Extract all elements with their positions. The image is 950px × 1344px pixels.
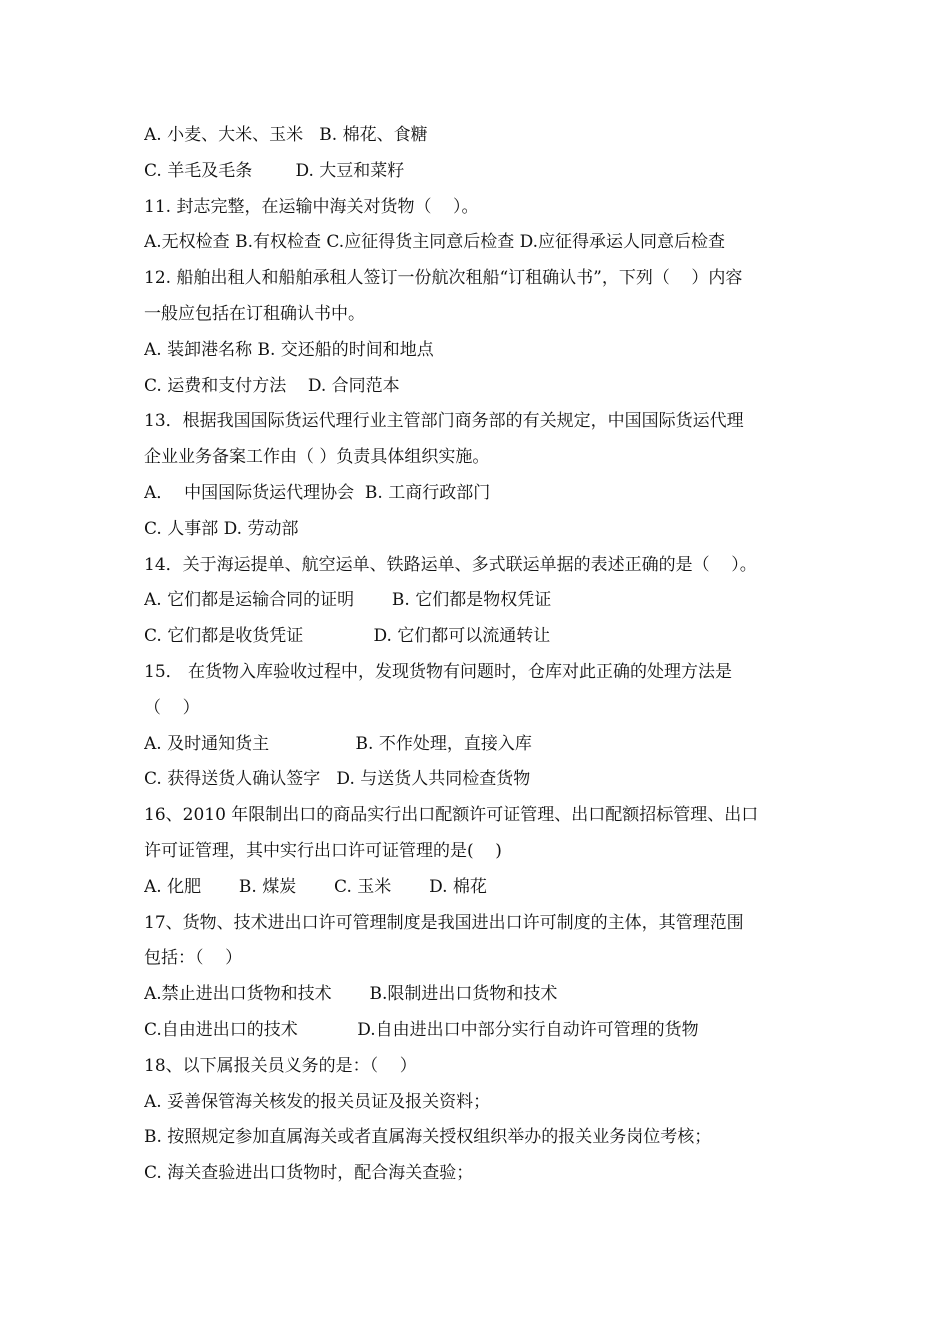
text-line: 一般应包括在订租确认书中。 [144, 303, 365, 324]
question-13: 13．根据我国国际货运代理行业主管部门商务部的有关规定，中国国际货运代理 [144, 411, 744, 432]
question-17: 17、货物、技术进出口许可管理制度是我国进出口许可制度的主体，其管理范围 [144, 912, 744, 933]
text-line: C.自由进出口的技术 D.自由进出口中部分实行自动许可管理的货物 [144, 1019, 699, 1040]
question-15: 15． 在货物入库验收过程中，发现货物有问题时，仓库对此正确的处理方法是 [144, 661, 733, 682]
text-line: A. 装卸港名称 B. 交还船的时间和地点 [144, 339, 434, 360]
text-line: A. 化肥 B. 煤炭 C. 玉米 D. 棉花 [144, 876, 487, 897]
text-line: A. 及时通知货主 B. 不作处理，直接入库 [144, 733, 532, 754]
text-line: A. 妥善保管海关核发的报关员证及报关资料； [144, 1091, 491, 1112]
text-line: 许可证管理，其中实行出口许可证管理的是( ) [144, 840, 502, 861]
question-18: 18、以下属报关员义务的是：（ ） [144, 1055, 417, 1076]
question-12: 12. 船舶出租人和船舶承租人签订一份航次租船“订租确认书”，下列（ ）内容 [144, 268, 743, 289]
text-line: （ ） [144, 697, 200, 718]
document-page [144, 118, 810, 1192]
text-line: A. 小麦、大米、玉米 B. 棉花、食糖 [144, 125, 428, 145]
text-line: C. 人事部 D. 劳动部 [144, 518, 299, 539]
text-line: A.无权检查 B.有权检查 C.应征得货主同意后检查 D.应征得承运人同意后检查 [144, 232, 726, 253]
text-line: C. 海关查验进出口货物时，配合海关查验； [144, 1163, 474, 1184]
text-line: C. 羊毛及毛条 D. 大豆和菜籽 [144, 160, 405, 181]
text-line: C. 获得送货人确认签字 D. 与送货人共同检查货物 [144, 769, 531, 790]
text-line: B. 按照规定参加直属海关或者直属海关授权组织举办的报关业务岗位考核； [144, 1127, 712, 1148]
question-16: 16、2010 年限制出口的商品实行出口配额许可证管理、出口配额招标管理、出口 [144, 805, 759, 826]
text-line: C. 它们都是收货凭证 D. 它们都可以流通转让 [144, 626, 551, 647]
text-line: A.禁止进出口货物和技术 B.限制进出口货物和技术 [144, 984, 558, 1005]
text-line: 包括：（ ） [144, 948, 243, 969]
text-line: C. 运费和支付方法 D. 合同范本 [144, 375, 400, 396]
text-line: 企业业务备案工作由（ ）负责具体组织实施。 [144, 447, 490, 468]
text-line: A． 中国国际货运代理协会 B. 工商行政部门 [144, 482, 491, 503]
text-line: A. 它们都是运输合同的证明 B. 它们都是物权凭证 [144, 590, 552, 611]
question-11: 11. 封志完整，在运输中海关对货物（ ）。 [144, 196, 479, 217]
question-14: 14．关于海运提单、航空运单、铁路运单、多式联运单据的表述正确的是（ ）。 [144, 554, 757, 575]
